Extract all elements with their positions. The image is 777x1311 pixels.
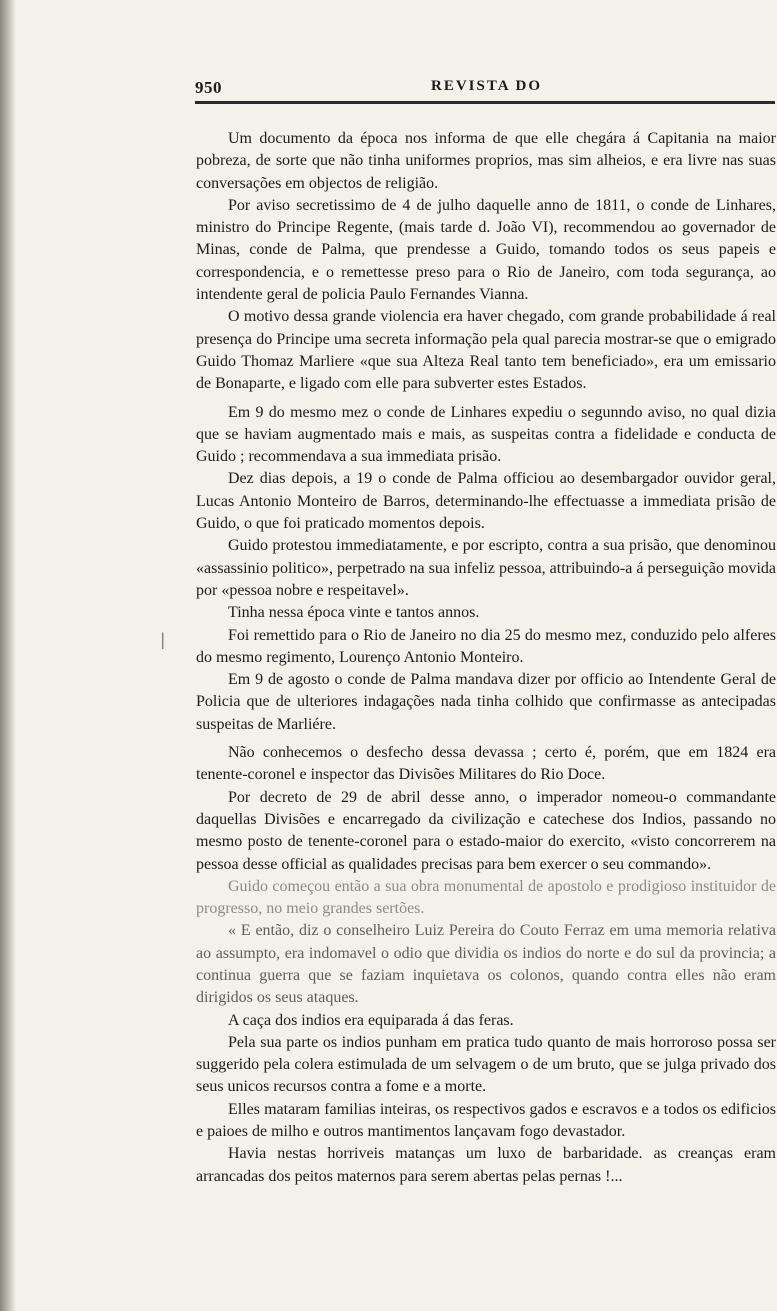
paragraph: Havia nestas horriveis matanças um luxo de barbaridade. as creanças eram arrancadas dos peitos maternos para serem abertas pelas pernas !... bbox=[196, 1145, 776, 1185]
paragraph: Guido começou então a sua obra monumental de apostolo e prodigioso instituidor de progresso, no meio grandes sertões. bbox=[196, 877, 776, 918]
page-number: 950 bbox=[195, 78, 222, 97]
paragraph: Pela sua parte os indios punham em pratica tudo quanto de mais horroroso possa ser suggerido pela colera estimulada de um selvagem o de um bruto, que se julga privado dos seus unicos recursos contra a fome e a morte. bbox=[196, 1033, 776, 1096]
paragraph: Por aviso secretissimo de 4 de julho daquelle anno de 1811, o conde de Linhares, ministro do Principe Regente, (mais tarde d. João VI), recommendou ao governador de Minas, conde de Palma, que prendesse a Guido, tomando todos os seus papeis e correspondencia, e o remettesse preso para o Rio de Janeiro, com toda segurança, ao intendente geral de policia Paulo Fernandes Vianna. bbox=[196, 196, 776, 304]
paragraph: A caça dos indios era equiparada á das feras. bbox=[228, 1011, 514, 1029]
paragraph: O motivo dessa grande violencia era haver chegado, com grande probabilidade á real presença do Principe uma secreta informação pela qual parecia mostrar-se que o emigrado Guido Thomaz Marliere «que sua Alteza Real tanto tem beneficiado», era um emissario de Bonaparte, e ligado com elle para subverter estes Estados. bbox=[196, 308, 776, 393]
running-title: REVISTA DO bbox=[431, 78, 542, 94]
paragraph: Em 9 do mesmo mez o conde de Linhares expediu o segunndo aviso, no qual dizia que se haviam augmentado mais e mais, as suspeitas contra a fidelidade e conducta de Guido ; recommendava a sua immediata prisão. bbox=[196, 403, 776, 466]
paragraph: Foi remettido para o Rio de Janeiro no dia 25 do mesmo mez, conduzido pelo alferes do mesmo regimento, Lourenço Antonio Monteiro. bbox=[196, 626, 776, 666]
page-header bbox=[195, 78, 775, 102]
paragraph: Um documento da época nos informa de que elle chegára á Capitania na maior pobreza, de sorte que não tinha uniformes proprios, mas sim alheios, e era livre nas suas conversações em objectos de religião. bbox=[196, 130, 776, 192]
header-rule bbox=[195, 101, 775, 104]
paragraph: Guido protestou immediatamente, e por escripto, contra a sua prisão, que denominou «assassinio politico», perpetrado na sua infeliz pessoa, attribuindo-a á perseguição movida por «pessoa nobre e respeitavel». bbox=[196, 537, 776, 599]
paragraph: Por decreto de 29 de abril desse anno, o imperador nomeou-o commandante daquellas Divisões e encarregado da civilização e catechese dos Indios, passando no mesmo posto de tenente-coronel para o estado-maior do exercito, «visto concorrerem na pessoa desse official as qualidades precisas para bem exercer o seu commando». bbox=[196, 788, 776, 873]
paragraph: Elles mataram familias inteiras, os respectivos gados e escravos e a todos os edificios e paioes de milho e outros mantimentos lançavam fogo devastador. bbox=[196, 1100, 776, 1141]
margin-mark: | bbox=[161, 629, 165, 649]
paragraph: « E então, diz o conselheiro Luiz Pereira do Couto Ferraz em uma memoria relativa ao assumpto, era indomavel o odio que dividia os indios do norte e do sul da provincia; a continua guerra que se faziam inquietava os colonos, quando contra elles não eram dirigidos os seus ataques. bbox=[196, 922, 776, 1007]
paragraph: Tinha nessa época vinte e tantos annos. bbox=[228, 604, 480, 622]
book-binding-shadow bbox=[0, 0, 16, 1311]
body-text bbox=[196, 128, 776, 1188]
paragraph: Dez dias depois, a 19 o conde de Palma officiou ao desembargador ouvidor geral, Lucas Antonio Monteiro de Barros, determinando-lhe effectuasse a immediata prisão de Guido, o que foi praticado momentos depois. bbox=[196, 470, 776, 533]
paragraph: Em 9 de agosto o conde de Palma mandava dizer por officio ao Intendente Geral de Policia que de ulteriores indagações nada tinha colhido que confirmasse as antecipadas suspeitas de Marliére. bbox=[196, 671, 776, 733]
paragraph: Não conhecemos o desfecho dessa devassa ; certo é, porém, que em 1824 era tenente-coronel e inspector das Divisões Militares do Rio Doce. bbox=[196, 744, 776, 784]
